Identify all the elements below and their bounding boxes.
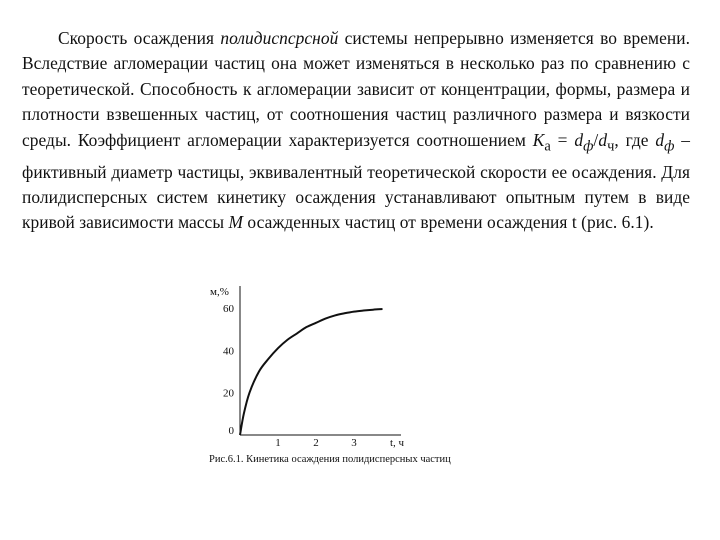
formula-subscript: ф (664, 138, 675, 155)
text-run: – фиктивный диаметр частицы, эквивалентный теоретической скорости ее осаждения. Для полидисперсных систем кинетику осаждения устанавливают опытным путем в виде кривой зависимости массы (22, 129, 690, 233)
formula-symbol: К (532, 129, 545, 150)
sedimentation-chart (196, 278, 526, 478)
italic-term: полидиспсрсной (220, 28, 339, 48)
x-tick-label: 1 (275, 437, 281, 449)
text-run: системы непрерывно изменяется во времени. Вследствие агломерации частиц она может изменяться в несколько раз по сравнению с теоретической. Способность к агломерации зависит от концентрации, формы, размера и плотности взвешенных частиц, от соотношения частиц различного размера и вязкости среды. Коэффициент агломерации характеризуется соотношением (22, 28, 690, 150)
y-tick-label: 0 (228, 425, 234, 437)
y-axis-label: м,% (210, 286, 229, 298)
x-tick-label: 3 (351, 437, 357, 449)
y-tick-label: 60 (223, 303, 234, 315)
x-tick-label: 2 (313, 437, 319, 449)
y-tick-label: 20 (223, 387, 234, 400)
text-run: , где (614, 129, 656, 150)
x-axis-label: t, ч (390, 437, 405, 449)
formula-subscript: а (544, 138, 551, 155)
formula-symbol: d (598, 129, 608, 150)
formula-subscript: ч (607, 138, 615, 155)
text-run: Скорость осаждения (58, 28, 221, 48)
y-tick-label: 40 (223, 345, 234, 358)
formula-symbol: М (228, 212, 244, 233)
formula-operator: = (550, 129, 575, 150)
formula-symbol: d (574, 129, 584, 150)
formula-subscript: ф (583, 138, 594, 155)
figure-caption: Рис.6.1. Кинетика осаждения полидисперсных частиц (209, 454, 451, 465)
formula-symbol: d (655, 129, 665, 150)
body-paragraph (22, 26, 690, 236)
sedimentation-curve (240, 309, 383, 435)
formula-operator: / (593, 129, 599, 150)
text-run: осажденных частиц от времени осаждения t (рис. 6.1). (243, 212, 654, 233)
